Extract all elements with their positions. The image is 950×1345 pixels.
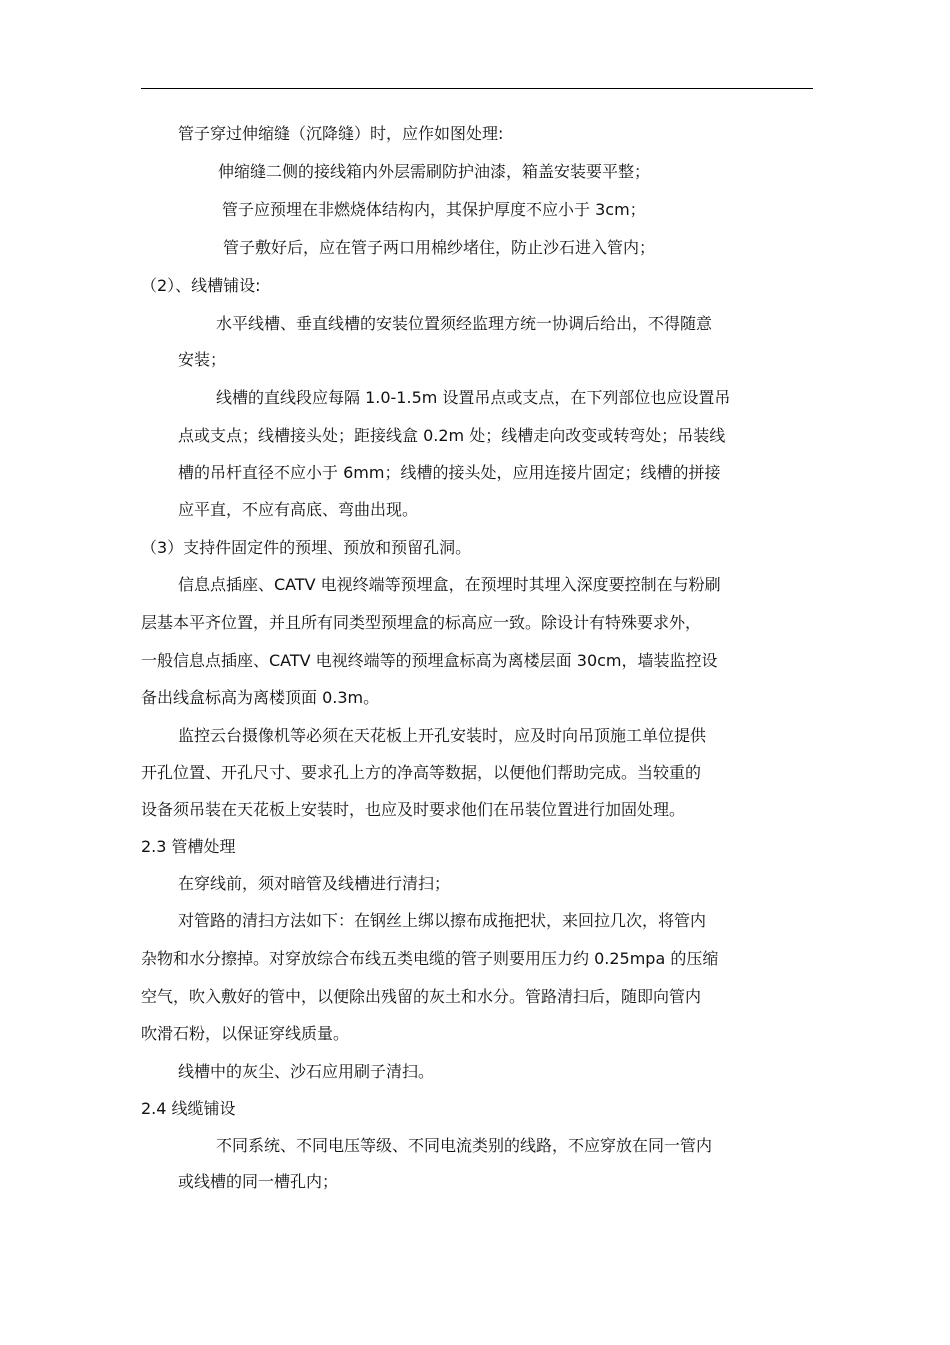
text-line: 监控云台摄像机等必须在天花板上开孔安装时，应及时向吊顶施工单位提供 [178,726,707,745]
text-line: 吹滑石粉，以保证穿线质量。 [141,1024,350,1043]
text-line: 空气，吹入敷好的管中，以便除出残留的灰土和水分。管路清扫后，随即向管内 [141,987,702,1006]
text-line: 水平线槽、垂直线槽的安装位置须经监理方统一协调后给出，不得随意 [216,314,713,333]
section-heading: （3）支持件固定件的预埋、预放和预留孔洞。 [141,538,472,557]
text-line: 伸缩缝二侧的接线箱内外层需刷防护油漆，箱盖安装要平整； [218,162,651,181]
text-line: 一般信息点插座、CATV 电视终端等的预埋盒标高为离楼层面 30cm，墙装监控设 [141,651,718,670]
text-line: 槽的吊杆直径不应小于 6mm；线槽的接头处，应用连接片固定；线槽的拼接 [178,463,721,482]
text-line: 备出线盒标高为离楼顶面 0.3m。 [141,688,380,707]
text-line: 层基本平齐位置，并且所有同类型预埋盒的标高应一致。除设计有特殊要求外， [141,613,702,632]
text-line: 管子应预埋在非燃烧体结构内，其保护厚度不应小于 3cm； [222,200,646,219]
text-line: 管子穿过伸缩缝（沉降缝）时，应作如图处理: [178,124,504,143]
text-line: 不同系统、不同电压等级、不同电流类别的线路，不应穿放在同一管内 [216,1136,713,1155]
section-heading: （2）、线槽铺设: [141,276,261,295]
section-heading: 2.4 线缆铺设 [141,1099,236,1118]
text-line: 设备须吊装在天花板上安装时，也应及时要求他们在吊装位置进行加固处理。 [141,800,686,819]
text-line: 信息点插座、CATV 电视终端等预埋盒，在预埋时其埋入深度要控制在与粉刷 [178,575,721,594]
text-line: 应平直，不应有高底、弯曲出现。 [178,500,419,519]
text-line: 管子敷好后，应在管子两口用棉纱堵住，防止沙石进入管内； [223,238,656,257]
text-line: 在穿线前，须对暗管及线槽进行清扫； [178,874,451,893]
text-line: 点或支点；线槽接头处；距接线盒 0.2m 处；线槽走向改变或转弯处；吊装线 [178,426,726,445]
text-line: 线槽中的灰尘、沙石应用刷子清扫。 [178,1062,435,1081]
section-heading: 2.3 管槽处理 [141,837,236,856]
text-line: 对管路的清扫方法如下：在钢丝上绑以擦布成拖把状，来回拉几次，将管内 [178,911,707,930]
header-rule [141,88,813,89]
text-line: 或线槽的同一槽孔内； [178,1172,339,1191]
text-line: 杂物和水分擦掉。对穿放综合布线五类电缆的管子则要用压力约 0.25mpa 的压缩 [141,949,719,968]
text-line: 线槽的直线段应每隔 1.0-1.5m 设置吊点或支点，在下列部位也应设置吊 [216,388,731,407]
text-line: 安装； [178,350,227,369]
text-line: 开孔位置、开孔尺寸、要求孔上方的净高等数据，以便他们帮助完成。当较重的 [141,763,702,782]
